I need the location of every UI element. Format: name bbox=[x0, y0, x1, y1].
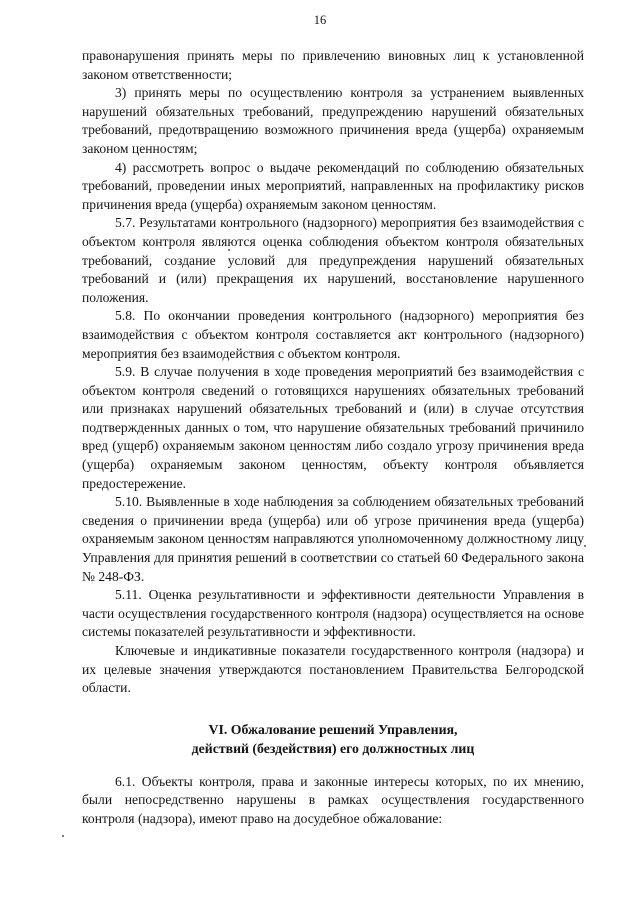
section-heading-line-2: действий (бездействия) его должностных лиц bbox=[191, 740, 475, 756]
paragraphs-before-heading bbox=[82, 47, 584, 698]
scan-speck bbox=[584, 545, 586, 547]
paragraph: 5.11. Оценка результативности и эффективности деятельности Управления в части осуществления государственного контроля (надзора) осуществляется на основе системы показателей результативности и эффективности. bbox=[82, 587, 584, 640]
paragraph: 4) рассмотреть вопрос о выдаче рекомендаций по соблюдению обязательных требований, проведении иных мероприятий, направленных на профилактику рисков причинения вреда (ущерба) охраняемым законом ценностям. bbox=[82, 159, 584, 212]
document-body bbox=[82, 47, 584, 829]
paragraph: 5.7. Результатами контрольного (надзорного) мероприятия без взаимодействия с объектом контроля являются оценка соблюдения объектом контроля обязательных требований, создание условий для предупреждения нарушений обязательных требований и (или) прекращения их нарушений, восстановление нарушенного положения. bbox=[82, 215, 584, 305]
paragraph: правонарушения принять меры по привлечению виновных лиц к установленной законом ответственности; bbox=[82, 48, 584, 82]
page-number: 16 bbox=[313, 13, 327, 27]
paragraphs-after-heading bbox=[82, 773, 584, 829]
section-heading-line-1: VI. Обжалование решений Управления, bbox=[208, 721, 458, 737]
paragraph: 5.9. В случае получения в ходе проведения мероприятий без взаимодействия с объектом контроля сведений о готовящихся нарушениях обязательных требований или признаках нарушений обязательных требований и (или) в случае отсутствия подтвержденных данных о том, что нарушение обязательных требований причинило вред (ущерб) охраняемым законом ценностям либо создало угрозу причинения вреда (ущерба) охраняемым законом ценностям, объекту контроля объявляется предостережение. bbox=[82, 364, 584, 491]
paragraph: 5.8. По окончании проведения контрольного (надзорного) мероприятия без взаимодействия с объектом контроля составляется акт контрольного (надзорного) мероприятия без взаимодействия с объектом контроля. bbox=[82, 308, 584, 361]
paragraph: Ключевые и индикативные показатели государственного контроля (надзора) и их целевые значения утверждаются постановлением Правительства Белгородской области. bbox=[82, 643, 584, 696]
paragraph: 3) принять меры по осуществлению контроля за устранением выявленных нарушений обязательных требований, предупреждению нарушений обязательных требований, предотвращению возможного причинения вреда (ущерба) охраняемым законом ценностям; bbox=[82, 85, 584, 156]
scan-speck bbox=[62, 835, 64, 837]
scan-speck bbox=[228, 249, 230, 251]
paragraph: 6.1. Объекты контроля, права и законные интересы которых, по их мнению, были непосредственно нарушены в рамках осуществления государственного контроля (надзора), имеют право на досудебное обжалование: bbox=[82, 773, 584, 826]
paragraph: 5.10. Выявленные в ходе наблюдения за соблюдением обязательных требований сведения о причинении вреда (ущерба) или об угрозе причинения вреда (ущерба) охраняемым законом ценностям направляются уполномоченному должностному лицу Управления для принятия решений в соответствии со статьей 60 Федерального закона № 248-ФЗ. bbox=[82, 494, 584, 584]
section-heading bbox=[82, 720, 584, 758]
